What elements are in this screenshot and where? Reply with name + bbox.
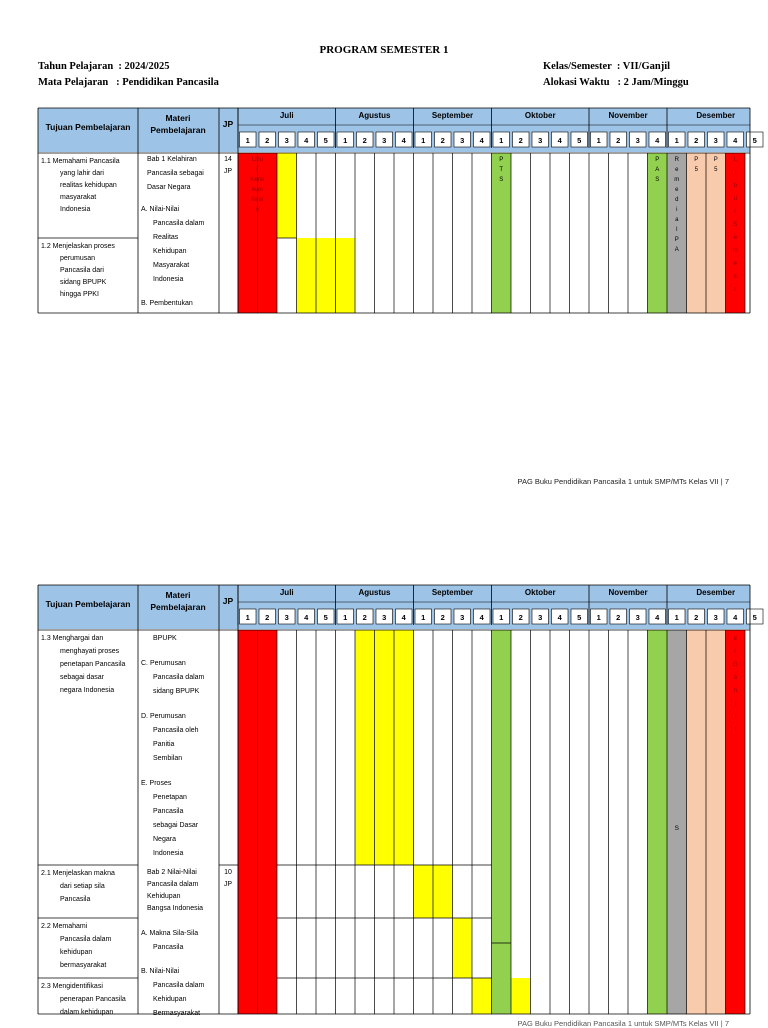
- t1-month-agustus: Agustus: [358, 111, 391, 120]
- t2-fill-yellow: [472, 978, 492, 1014]
- t2-materi-b: Kehidupan: [153, 996, 187, 1003]
- t2-fill-red: [258, 630, 278, 1014]
- t2-week-label: 3: [713, 613, 718, 622]
- t2-materi-a: Pancasila: [153, 808, 184, 815]
- t1-materi: Pancasila sebagai: [147, 170, 204, 177]
- t2-materi-a: Pancasila dalam: [153, 674, 205, 681]
- t1-header-materi-2: Pembelajaran: [150, 125, 206, 135]
- t2-tp-3: Pancasila dalam: [60, 936, 112, 943]
- t2-week-label: 5: [752, 613, 757, 622]
- t1-materi: Indonesia: [153, 276, 184, 283]
- t2-fill-green: [648, 630, 668, 1014]
- t2-month-september: September: [431, 588, 474, 597]
- t2-tp-2: Pancasila: [60, 896, 91, 903]
- t1-remedial: e: [675, 187, 679, 193]
- t1-libur-semester: r: [734, 209, 737, 215]
- t2-materi-a: BPUPK: [153, 635, 177, 642]
- t2-tp-1: menghayati proses: [60, 648, 120, 655]
- t1-libur-kenaikan: r: [256, 167, 259, 173]
- t2-tp-1: 1.3 Menghargai dan: [41, 635, 104, 642]
- program-semester-table-2: [38, 585, 757, 1017]
- t1-libur-kenaikan: s: [255, 207, 259, 213]
- t1-fill-yellow: [336, 238, 356, 313]
- t2-materi-b: Bangsa Indonesia: [147, 905, 204, 912]
- t1-header-tujuan: Tujuan Pembelajaran: [45, 122, 131, 132]
- t1-week-label: 2: [440, 136, 445, 145]
- t2-fill-yellow: [453, 918, 473, 978]
- kelas-semester: Kelas/Semester : VII/Ganjil: [543, 61, 671, 72]
- t2-tp-4: dalam kehidupan: [60, 1009, 114, 1016]
- t1-remedial: A: [674, 247, 679, 253]
- t1-tp-2: 1.2 Menjelaskan proses: [41, 243, 115, 250]
- t2-materi-a: Indonesia: [153, 850, 184, 857]
- t1-week-label: 5: [323, 136, 328, 145]
- t1-materi: B. Pembentukan: [141, 300, 193, 307]
- t1-week-label: 1: [499, 136, 504, 145]
- t1-month-oktober: Oktober: [524, 111, 556, 120]
- t2-week-label: 1: [245, 613, 250, 622]
- t2-libur-semester: l: [734, 727, 736, 733]
- t1-header-jp: JP: [222, 119, 234, 129]
- t2-materi-a: C. Perumusan: [141, 660, 186, 667]
- t1-month-desember: Desember: [696, 111, 736, 120]
- t1-materi: Pancasila dalam: [153, 220, 205, 227]
- t1-week-label: 2: [694, 136, 699, 145]
- t1-week-label: 1: [245, 136, 250, 145]
- t2-libur-semester: G: [732, 662, 738, 668]
- t2-week-label: 2: [518, 613, 523, 622]
- t1-libur-semester: u: [733, 196, 737, 202]
- t1-p5: P: [713, 157, 718, 163]
- t1-tp-1: Indonesia: [60, 206, 91, 213]
- t1-libur-kenaikan: Kela: [251, 197, 264, 203]
- t2-week-label: 4: [733, 613, 738, 622]
- t2-week-label: 4: [304, 613, 309, 622]
- t2-week-label: 1: [499, 613, 504, 622]
- t2-week-label: 3: [635, 613, 640, 622]
- t1-month-juli: Juli: [279, 111, 294, 120]
- t1-tp-1: masyarakat: [60, 194, 97, 201]
- t2-week-label: 1: [596, 613, 601, 622]
- t1-week-label: 2: [518, 136, 523, 145]
- t1-week-label: 4: [655, 136, 660, 145]
- t2-tp-3: 2.2 Memahami: [41, 923, 88, 930]
- t1-remedial: m: [674, 177, 680, 183]
- t1-remedial: R: [674, 157, 679, 163]
- t2-materi-a: D. Perumusan: [141, 713, 186, 720]
- t2-month-november: November: [608, 588, 648, 597]
- t1-month-november: November: [608, 111, 648, 120]
- t2-tp-2: 2.1 Menjelaskan makna: [41, 870, 115, 877]
- t1-libur-semester: s: [733, 274, 737, 280]
- t1-week-label: 5: [577, 136, 582, 145]
- t2-libur-semester: e: [733, 636, 737, 642]
- t1-week-label: 4: [304, 136, 309, 145]
- t2-month-juli: Juli: [279, 588, 294, 597]
- t1-week-label: 1: [596, 136, 601, 145]
- t1-remedial: a: [675, 217, 679, 223]
- t2-header-materi-1: Materi: [165, 590, 191, 600]
- t2-tp-3: bermasyarakat: [60, 962, 107, 969]
- t1-week-label: 2: [362, 136, 367, 145]
- t1-libur-semester: i: [734, 170, 736, 176]
- t1-week-label: 3: [538, 136, 543, 145]
- t2-jp-value: 10: [224, 869, 232, 876]
- t1-week-label: 5: [752, 136, 757, 145]
- tahun-pelajaran: Tahun Pelajaran : 2024/2025: [38, 61, 170, 72]
- t2-week-label: 2: [694, 613, 699, 622]
- t1-week-label: 2: [616, 136, 621, 145]
- t2-month-oktober: Oktober: [524, 588, 556, 597]
- t1-week-label: 1: [343, 136, 348, 145]
- alokasi-waktu: Alokasi Waktu : 2 Jam/Minggu: [543, 77, 689, 88]
- t1-libur-semester: S: [733, 222, 738, 228]
- t1-week-label: 3: [713, 136, 718, 145]
- t2-week-label: 4: [655, 613, 660, 622]
- t1-remedial: d: [675, 197, 679, 203]
- t2-tp-2: dari setiap sila: [60, 883, 105, 890]
- t2-remedial-s: S: [674, 825, 679, 832]
- t1-materi: Dasar Negara: [147, 184, 191, 191]
- t1-tp-2: sidang BPUPK: [60, 279, 107, 286]
- t2-week-label: 5: [577, 613, 582, 622]
- t1-jp-unit: JP: [223, 168, 233, 175]
- mata-pelajaran: Mata Pelajaran : Pendidikan Pancasila: [38, 77, 219, 88]
- t2-materi-b: B. Nilai-Nilai: [141, 968, 180, 975]
- t2-week-label: 3: [284, 613, 289, 622]
- t1-pts: S: [499, 177, 504, 183]
- t2-materi-b: Bab 2 Nilai-Nilai: [147, 869, 197, 876]
- t1-week-label: 1: [674, 136, 679, 145]
- t2-libur-semester: n: [733, 688, 737, 694]
- t1-libur-kenaikan: ikan: [251, 187, 263, 193]
- t2-week-label: 1: [343, 613, 348, 622]
- t2-week-label: 3: [460, 613, 465, 622]
- t2-week-label: 1: [421, 613, 426, 622]
- t1-p5: 5: [694, 167, 698, 173]
- program-semester-table-1: [38, 108, 757, 314]
- t2-materi-b: Pancasila dalam: [153, 982, 205, 989]
- t2-libur-semester: a: [733, 675, 737, 681]
- t2-fill-yellow: [511, 978, 531, 1014]
- t2-fill-red: [238, 630, 258, 1014]
- t1-week-label: 4: [479, 136, 484, 145]
- t1-tp-2: hingga PPKI: [60, 291, 99, 298]
- t1-pas: A: [655, 167, 660, 173]
- t1-libur-semester: L: [733, 157, 737, 163]
- t1-libur-semester: b: [733, 183, 737, 189]
- t2-materi-a: E. Proses: [141, 780, 172, 787]
- t2-week-label: 3: [538, 613, 543, 622]
- t1-pts: P: [499, 157, 504, 163]
- t2-fill-yellow: [414, 865, 434, 918]
- t1-materi: Bab 1 Kelahiran: [147, 156, 197, 163]
- t2-header-jp: JP: [222, 596, 234, 606]
- t1-fill-yellow: [277, 153, 297, 238]
- t1-materi: A. Nilai-Nilai: [141, 206, 180, 213]
- t1-materi: Kehidupan: [153, 248, 187, 255]
- t1-tp-2: perumusan: [60, 255, 96, 262]
- t2-materi-a: sebagai Dasar: [153, 822, 199, 829]
- t2-week-label: 3: [382, 613, 387, 622]
- t1-week-label: 2: [265, 136, 270, 145]
- t2-materi-b: Pancasila dalam: [147, 881, 199, 888]
- t2-tp-4: 2.3 Mengidentifikasi: [41, 983, 103, 990]
- t1-week-label: 3: [460, 136, 465, 145]
- t2-materi-b: Kehidupan: [147, 893, 181, 900]
- t1-tp-1: 1.1 Memahami Pancasila: [41, 158, 120, 165]
- t2-fill-yellow: [433, 865, 453, 918]
- t2-fill-yellow: [375, 630, 395, 865]
- t1-libur-semester: m: [732, 248, 738, 254]
- t1-week-label: 3: [284, 136, 289, 145]
- t1-tp-2: Pancasila dari: [60, 267, 104, 274]
- t2-jp-unit: JP: [223, 881, 233, 888]
- t2-materi-a: sidang BPUPK: [153, 688, 200, 695]
- t2-materi-b: A. Makna Sila-Sila: [141, 930, 199, 937]
- t2-fill-yellow: [355, 630, 375, 865]
- t1-jp-value: 14: [224, 156, 232, 163]
- t2-tp-1: sebagai dasar: [60, 674, 104, 681]
- t2-week-label: 2: [616, 613, 621, 622]
- t1-header-materi-1: Materi: [165, 113, 191, 123]
- t1-materi: Realitas: [153, 234, 179, 241]
- t2-materi-a: Penetapan: [153, 794, 187, 801]
- t2-week-label: 5: [323, 613, 328, 622]
- t1-remedial: l: [676, 227, 678, 233]
- t1-p5: P: [694, 157, 699, 163]
- t1-week-label: 4: [557, 136, 562, 145]
- t2-materi-a: Pancasila oleh: [153, 727, 199, 734]
- t1-p5: 5: [714, 167, 718, 173]
- t1-remedial: e: [675, 167, 679, 173]
- t2-materi-a: Negara: [153, 836, 176, 843]
- t2-materi-b: Bermasyarakat: [153, 1010, 201, 1017]
- t1-fill-peach: [706, 153, 726, 313]
- t1-pas: S: [655, 177, 660, 183]
- t1-materi: Masyarakat: [153, 262, 190, 269]
- t1-week-label: 4: [733, 136, 738, 145]
- t2-month-desember: Desember: [696, 588, 736, 597]
- t1-month-september: September: [431, 111, 474, 120]
- t1-tp-1: realitas kehidupan: [60, 182, 117, 189]
- t2-header-tujuan: Tujuan Pembelajaran: [45, 599, 131, 609]
- t2-tp-4: penerapan Pancasila: [60, 996, 126, 1003]
- t2-fill-yellow: [394, 630, 414, 865]
- t2-materi-a: Sembilan: [153, 755, 183, 762]
- t2-week-label: 4: [401, 613, 406, 622]
- t2-month-agustus: Agustus: [358, 588, 391, 597]
- t1-pas: P: [655, 157, 660, 163]
- t2-materi-a: Panitia: [153, 741, 175, 748]
- t1-libur-kenaikan: Libu: [251, 157, 263, 163]
- t1-fill-yellow: [297, 238, 317, 313]
- t2-week-label: 2: [362, 613, 367, 622]
- t1-week-label: 4: [401, 136, 406, 145]
- t2-tp-1: negara Indonesia: [60, 687, 115, 694]
- t1-week-label: 3: [635, 136, 640, 145]
- page-footer-2: PAG Buku Pendidikan Pancasila 1 untuk SMP/MTs Kelas VII | 7: [517, 1019, 729, 1028]
- t2-tp-1: penetapan Pancasila: [60, 661, 126, 668]
- t2-fill-peach: [706, 630, 726, 1014]
- t1-fill-yellow: [316, 238, 336, 313]
- t2-materi-b: Pancasila: [153, 944, 184, 951]
- t1-week-label: 3: [382, 136, 387, 145]
- t1-remedial: i: [676, 207, 678, 213]
- page-footer: PAG Buku Pendidikan Pancasila 1 untuk SMP/MTs Kelas VII | 7: [517, 477, 729, 486]
- t2-week-label: 2: [265, 613, 270, 622]
- t2-week-label: 4: [479, 613, 484, 622]
- t2-fill-gray: [667, 630, 687, 1014]
- t2-libur-semester: i: [734, 714, 736, 720]
- t2-libur-semester: r: [734, 649, 737, 655]
- t1-libur-semester: e: [733, 261, 737, 267]
- t2-libur-semester: j: [734, 701, 736, 707]
- t2-week-label: 2: [440, 613, 445, 622]
- t1-libur-semester: e: [733, 235, 737, 241]
- t1-week-label: 1: [421, 136, 426, 145]
- t2-tp-3: kehidupan: [60, 949, 93, 956]
- t1-pts: T: [499, 167, 504, 173]
- t2-week-label: 1: [674, 613, 679, 622]
- t2-fill-green: [492, 630, 512, 1014]
- t2-header-materi-2: Pembelajaran: [150, 602, 206, 612]
- t1-fill-peach: [687, 153, 707, 313]
- t2-week-label: 4: [557, 613, 562, 622]
- page-title: PROGRAM SEMESTER 1: [319, 44, 449, 56]
- t1-libur-kenaikan: Kena: [250, 177, 265, 183]
- t1-libur-semester: t: [734, 287, 737, 293]
- t1-tp-1: yang lahir dari: [60, 170, 104, 177]
- t2-fill-peach: [687, 630, 707, 1014]
- t1-remedial: P: [674, 237, 679, 243]
